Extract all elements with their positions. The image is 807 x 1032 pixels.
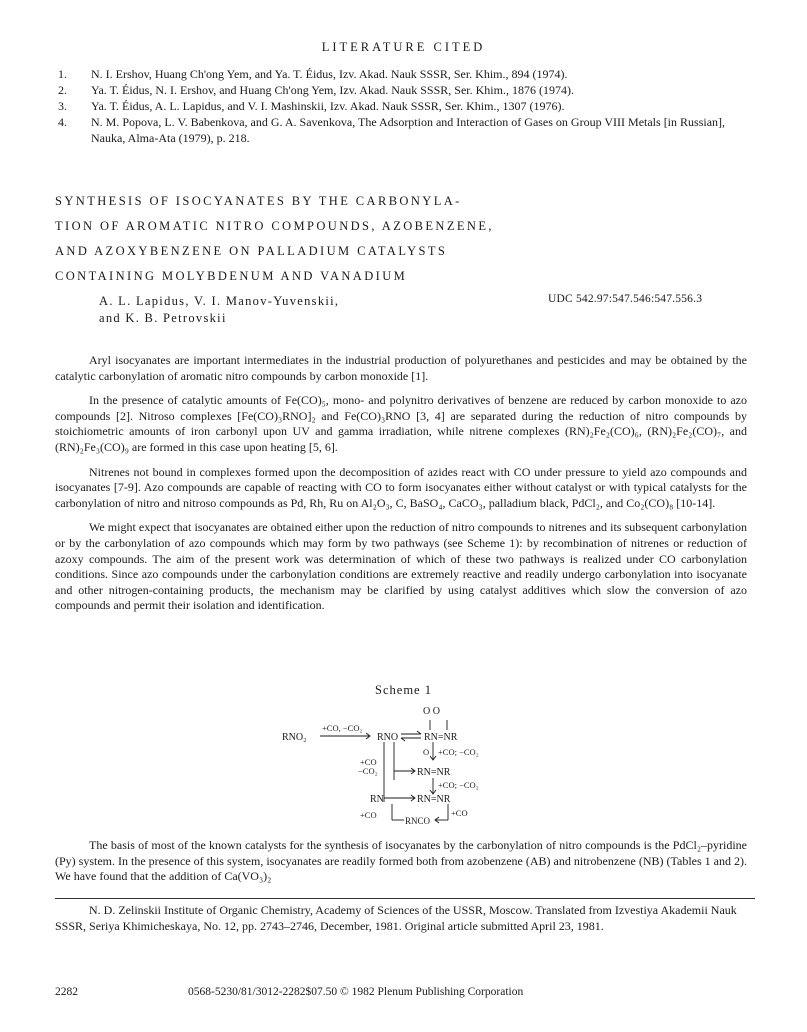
co-label: +CO; −CO₂ [438, 780, 479, 790]
co2-label: −CO₂ [358, 766, 378, 776]
co-label: +CO [360, 757, 377, 767]
scheme-label: Scheme 1 [375, 683, 432, 697]
affiliation-footnote: N. D. Zelinskii Institute of Organic Chemistry, Academy of Sciences of the USSR, Moscow. Translated from Izvestiya Akademii Nauk SSSR, Seriya Khimicheskaya, No. 12, pp. 2743–2746, December, 1981. Original article submitted April 23, 1981. [55, 903, 737, 933]
azo-label: RN=NR [417, 794, 451, 805]
page-number: 2282 [55, 986, 78, 998]
copyright-line: 0568-5230/81/3012-2282$07.50 © 1982 Plenum Publishing Corporation [188, 986, 524, 998]
paragraph: Aryl isocyanates are important intermediates in the industrial production of polyurethanes and pesticides and may be obtained by the catalytic carbonylation of aromatic nitro compounds by carbon monoxide [1]. [55, 353, 747, 383]
title-line: TION OF AROMATIC NITRO COMPOUNDS, AZOBENZENE, [55, 219, 494, 233]
rno2-label: RNO₂ [282, 732, 307, 743]
author-list [99, 293, 499, 327]
paragraph: The basis of most of the known catalysts for the synthesis of isocyanates by the carbonylation of nitro compounds is the PdCl₂–pyridine (Py) system. In the presence of this system, isocyanates are readily formed both from azobenzene (AB) and nitrobenzene (NB) (Tables 1 and 2). We have found that the addition of Ca(VO₃)₂ [55, 838, 747, 884]
azoxy-label: RN=NR [424, 732, 458, 743]
title-line: SYNTHESIS OF ISOCYANATES BY THE CARBONYLA- [55, 194, 462, 208]
reference-item [58, 114, 758, 146]
oxygen-label: O O [423, 706, 440, 717]
azoxy-label: RN=NR [417, 767, 451, 778]
body-text-lower [55, 838, 747, 894]
article-title [55, 189, 755, 289]
literature-cited-heading: LITERATURE CITED [321, 40, 486, 54]
reference-number: 3. [58, 99, 67, 113]
udc-code: UDC 542.97:547.546:547.556.3 [548, 293, 703, 305]
reaction-scheme [280, 700, 540, 830]
arrowhead [417, 731, 421, 734]
paragraph: We might expect that isocyanates are obtained either upon the reduction of nitro compounds to nitrenes and its subsequent carbonylation or by the carbonylation of azo compounds which may form by two pathways (see Scheme 1): by recombination of nitrenes or reduction of azoxy compounds. The aim of the present work was determination of which of these two pathways is realized under CO carbonylation conditions. Since azo compounds under the carbonylation conditions are extremely reactive and readily undergo carbonylation into isocyanate and other nitrogen-containing products, the mechanism may be clarified by using catalyst additives which slow the conversion of azo compounds and permit their isolation and identification. [55, 520, 747, 613]
co-label: +CO [451, 808, 468, 818]
co-label: +CO, −CO₂ [322, 723, 363, 733]
reference-text: N. I. Ershov, Huang Ch'ong Yem, and Ya. T. Éidus, Izv. Akad. Nauk SSSR, Ser. Khim., 894 (1974). [91, 67, 568, 81]
footnote-divider [55, 898, 755, 899]
paragraph: In the presence of catalytic amounts of Fe(CO)₅, mono- and polynitro derivatives of benzene are reduced by carbon monoxide to azo compounds [2]. Nitroso complexes [Fe(CO)₃RNO]₂ and Fe(CO)₃RNO [3, 4] are separated during the reduction of nitro compounds by stoichiometric amounts of iron carbonyl upon UV and gamma irradiation, while nitrene complexes (RN)₂Fe₂(CO)₆, (RN)₂Fe₂(CO)₇, and (RN)₂Fe₃(CO)₉ are formed in this case upon heating [5, 6]. [55, 393, 747, 454]
reference-list [58, 66, 758, 146]
reference-text: Ya. T. Éidus, N. I. Ershov, and Huang Ch'ong Yem, Izv. Akad. Nauk SSSR, Ser. Khim., 1876 (1974). [91, 83, 574, 97]
reference-item [58, 66, 758, 82]
reference-text: Ya. T. Éidus, A. L. Lapidus, and V. I. Mashinskii, Izv. Akad. Nauk SSSR, Ser. Khim., 1307 (1976). [91, 99, 565, 113]
reference-number: 1. [58, 67, 67, 81]
co-label: +CO [360, 810, 377, 820]
body-text-upper [55, 353, 747, 623]
nitrene-label: RN [370, 794, 384, 805]
title-line: CONTAINING MOLYBDENUM AND VANADIUM [55, 269, 408, 283]
reference-number: 2. [58, 83, 67, 97]
reference-number: 4. [58, 115, 67, 129]
authors-line: A. L. Lapidus, V. I. Manov-Yuvenskii, [99, 294, 340, 308]
reference-item [58, 98, 758, 114]
reference-item [58, 82, 758, 98]
isocyanate-label: RNCO [405, 816, 431, 826]
reference-text: N. M. Popova, L. V. Babenkova, and G. A. Savenkova, The Adsorption and Interaction of Gases on Group VIII Metals [in Russian], Nauka, Alma-Ata (1979), p. 218. [91, 115, 726, 145]
co-label: +CO; −CO₂ [438, 747, 479, 757]
paragraph: Nitrenes not bound in complexes formed upon the decomposition of azides react with CO under pressure to yield azo compounds and isocyanates [7-9]. Azo compounds are capable of reacting with CO to form isocyanates either without catalyst or with typical catalysts for the carbonylation of nitro and nitroso compounds as Pd, Rh, Ru on Al₂O₃, C, BaSO₄, CaCO₃, palladium black, PdCl₂, and Co₂(CO)₈ [10-14]. [55, 464, 747, 510]
title-line: AND AZOXYBENZENE ON PALLADIUM CATALYSTS [55, 244, 448, 258]
arrowhead [401, 738, 405, 741]
rno-label: RNO [377, 732, 399, 743]
authors-line: and K. B. Petrovskii [99, 311, 227, 325]
oxygen-label: O [423, 747, 430, 757]
